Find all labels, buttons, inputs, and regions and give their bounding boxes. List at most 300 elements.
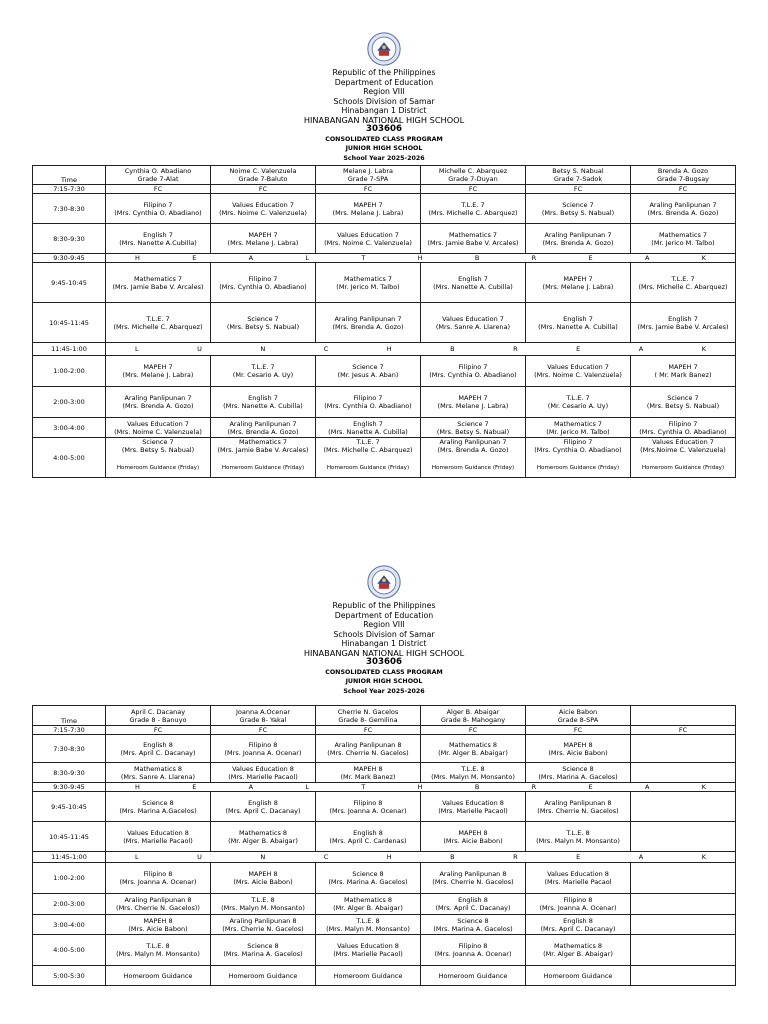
adviser-name: Noime C. Valenzuela [229,167,297,175]
class-cell [631,303,736,343]
school-year: School Year 2025-2026 [343,154,425,162]
subject-label: Values Education 8 [337,942,399,950]
subject-label: Mathematics 7 [133,274,183,283]
health-break-text: H E A L T H B R E A K [135,254,706,262]
time-cell: 8:30-9:30 [33,224,106,254]
teacher-label: (Mrs. Nanette A.Cubilla) [119,238,197,247]
subject-label: Science 7 [457,419,489,428]
health-break-label [106,254,736,263]
class-cell [421,726,526,735]
header-line: Hinabangan 1 District [341,106,427,115]
level-title: JUNIOR HIGH SCHOOL [345,145,423,152]
class-cell [421,185,526,194]
subject-label: FC [573,185,583,193]
teacher-label: (Mrs. Betsy S. Nabual) [226,322,300,331]
teacher-label: (Mrs. Cynthia O. Abadiano) [219,282,307,291]
subject-label: Araling Panlipunan 7 [544,230,612,239]
homeroom-label: Homeroom Guidance (Friday) [116,465,200,471]
teacher-label: (Mr. Jerico M. Talbo) [336,282,400,291]
subject-label: English 8 [248,798,278,807]
class-cell [631,822,736,852]
adviser-name: Michelle C. Abarquez [438,167,508,175]
g7-program [32,32,736,478]
class-cell [421,966,526,986]
subject-label: Values Education 7 [442,314,504,323]
school-id: 303606 [366,124,402,134]
adviser-name: Betsy S. Nabual [552,167,604,175]
teacher-label: (Mr. Alger B. Abaigar) [438,748,508,757]
subject-label: FC [363,185,373,193]
class-cell [316,263,421,303]
adviser-row [33,166,736,185]
lunch-break-text: L U N C H B R E A K [135,853,706,861]
section-name: Grade 8- Yakal [239,715,287,724]
header-line: Hinabangan 1 District [341,639,427,648]
subject-label: Araling Panlipunan 8 [124,896,192,904]
header-line: Region VIII [363,87,405,96]
class-cell [106,387,211,418]
lunch-break-label [106,343,736,356]
subject-label: Science 7 [667,394,699,402]
teacher-label: (Mrs. Cherrie N. Gacelos) [222,924,304,933]
section-name: Grade 8-SPA [557,715,599,724]
teacher-label: (Mrs. Marina A.Gacelos) [119,806,197,815]
subject-label: Science 7 [142,438,174,446]
subject-label: Mathematics 8 [448,740,498,749]
level-title: JUNIOR HIGH SCHOOL [345,678,423,685]
class-cell [316,387,421,418]
schedule-row [33,894,736,915]
teacher-label: (Mrs. Aicie Babon) [233,878,293,886]
class-cell [106,735,211,763]
class-cell [421,915,526,935]
class-cell [631,894,736,915]
class-cell [421,438,526,478]
subject-label: T.L.E. 7 [461,200,485,209]
class-cell [106,356,211,387]
teacher-label: (Mrs. Brenda A. Gozo) [647,208,719,217]
subject-label: Mathematics 7 [343,274,393,283]
subject-label: Mathematics 8 [343,896,393,904]
subject-label: Values Education 7 [652,438,714,446]
subject-label: Values Education 8 [127,828,189,837]
adviser-name: Aicie Babon [558,707,598,716]
subject-label: Filipino 8 [143,870,173,878]
time-cell: 11:45-1:00 [33,343,106,356]
subject-label: FC [153,185,163,193]
subject-label: MAPEH 8 [458,828,488,837]
class-cell [526,224,631,254]
teacher-label: (Mrs. Sanre A. Llarena) [120,772,196,781]
class-cell [211,792,316,822]
class-cell [526,792,631,822]
class-cell [316,303,421,343]
adviser-cell [211,706,316,726]
subject-label: Araling Panlipunan 8 [229,916,297,925]
subject-label: FC [258,185,268,193]
subject-label: Values Education 8 [232,764,294,773]
header-line: Republic of the Philippines [332,601,436,610]
subject-label: MAPEH 8 [248,870,278,878]
teacher-label: (Mrs. Betsy S. Nabual) [121,446,195,454]
subject-label: MAPEH 7 [143,363,173,371]
teacher-label: (Mrs. Melane J. Labra) [227,238,299,247]
class-cell [631,438,736,478]
subject-label: T.L.E. 8 [251,896,275,904]
teacher-label: (Mrs. Jamie Babe V. Arcales) [427,238,519,247]
subject-label: T.L.E. 8 [146,942,170,950]
class-cell [526,263,631,303]
subject-label: FC [468,726,478,734]
deped-seal-icon [367,32,401,66]
adviser-name: Melane J. Labra [342,167,394,175]
subject-label: Filipino 7 [563,438,593,446]
time-cell: 9:45-10:45 [33,263,106,303]
time-cell: 7:30-8:30 [33,194,106,224]
teacher-label: (Mrs.Noime C. Valenzuela) [640,446,726,454]
subject-label: Filipino 7 [143,200,173,209]
class-cell [631,224,736,254]
class-cell [316,438,421,478]
subject-label: English 7 [458,274,488,283]
subject-label: MAPEH 8 [353,764,383,773]
teacher-label: (Mrs. Cherrie N. Gacelos) [327,748,409,757]
class-cell [526,387,631,418]
class-cell [106,418,211,438]
subject-label: Science 8 [562,764,594,773]
class-cell [316,356,421,387]
section-name: Grade 7-Baluto [238,175,288,183]
teacher-label: (Mrs. April C. Dacanay) [120,748,196,757]
schedule-row [33,194,736,224]
subject-label: English 7 [143,230,173,239]
section-name: Grade 8- Mahogany [440,715,506,724]
subject-label: Science 8 [142,798,174,807]
class-cell [211,263,316,303]
subject-label: English 7 [353,419,383,428]
teacher-label: (Mrs. April C. Cardenas) [329,836,407,845]
subject-label: Filipino 7 [458,363,488,371]
schedule-row [33,356,736,387]
subject-label: Araling Panlipunan 8 [544,798,612,807]
subject-label: Mathematics 7 [658,230,708,239]
schedule-row [33,185,736,194]
teacher-label: (Mrs. Malyn M. Monsanto) [536,836,620,845]
teacher-label: (Mrs. Betsy S. Nabual) [646,402,720,410]
class-cell [106,726,211,735]
teacher-label: (Mrs. Brenda A. Gozo) [227,427,299,436]
g8-header [32,565,736,696]
subject-label: English 8 [353,828,383,837]
subject-label: T.L.E. 8 [461,764,485,773]
class-cell [631,356,736,387]
adviser-cell [316,166,421,185]
schedule-row [33,915,736,935]
teacher-label: (Mrs. Malyn M. Monsanto) [221,904,305,912]
homeroom-label: Homeroom Guidance (Friday) [221,465,305,471]
school-year: School Year 2025-2026 [343,687,425,695]
subject-label: MAPEH 7 [353,200,383,209]
class-cell [526,763,631,783]
teacher-label: (Mrs. Sanre A. Llarena) [435,322,511,331]
g8-program [32,565,736,986]
teacher-label: (Mrs. Nanette A. Cubilla) [538,322,618,331]
class-cell [316,418,421,438]
teacher-label: (Mrs. April C. Dacanay) [225,806,301,815]
adviser-cell [421,706,526,726]
class-cell [421,735,526,763]
class-cell [106,303,211,343]
time-header: Time [33,706,106,726]
subject-label: MAPEH 7 [458,394,488,402]
teacher-label: (Mrs. Aicie Babon) [128,924,188,933]
class-cell [526,194,631,224]
school-name: HINABANGAN NATIONAL HIGH SCHOOL [303,114,465,125]
class-cell [316,763,421,783]
class-cell [421,822,526,852]
class-cell [106,935,211,966]
subject-label: Values Education 8 [547,870,609,878]
subject-label: Homeroom Guidance [543,971,613,980]
class-cell [526,438,631,478]
subject-label: Mathematics 8 [553,942,603,950]
health-break-row [33,254,736,263]
class-cell [631,735,736,763]
g8-schedule-table [32,705,736,986]
class-cell [631,863,736,894]
subject-label: Filipino 7 [248,274,278,283]
teacher-label: (Mrs. Michelle C. Abarquez) [323,446,413,454]
class-cell [421,863,526,894]
teacher-label: (Mrs. Aicie Babon) [443,836,503,845]
teacher-label: (Mrs. Brenda A. Gozo) [122,402,194,410]
section-name: Grade 7-Sadok [553,175,603,183]
time-cell: 9:30-9:45 [33,783,106,792]
time-cell: 7:30-8:30 [33,735,106,763]
subject-label: Science 8 [247,942,279,950]
teacher-label: (Mrs. Melane J. Labra) [437,402,509,410]
subject-label: Science 7 [562,200,594,209]
class-cell [421,263,526,303]
class-cell [316,792,421,822]
teacher-label: (Mrs. Aicie Babon) [548,748,608,757]
subject-label: Values Education 7 [127,419,189,428]
class-cell [316,915,421,935]
teacher-label: (Mrs. Malyn M. Monsanto) [431,772,515,781]
schedule-row [33,935,736,966]
subject-label: Araling Panlipunan 7 [334,314,402,323]
time-cell: 2:00-3:00 [33,894,106,915]
school-id: 303606 [366,657,402,667]
teacher-label: (Mrs. Jamie Babe V. Arcales) [112,282,204,291]
teacher-label: (Mrs. Nanette A. Cubilla) [223,402,303,410]
class-cell [631,194,736,224]
teacher-label: (Mrs. Joanna A. Ocenar) [329,806,407,815]
class-cell [631,966,736,986]
time-cell: 2:00-3:00 [33,387,106,418]
class-cell [421,387,526,418]
subject-label: English 8 [458,896,488,904]
class-cell [631,263,736,303]
teacher-label: (Mrs. Marina A. Gacelos) [223,950,303,958]
class-cell [631,387,736,418]
teacher-label: (Mrs. Melane J. Labra) [122,371,194,379]
schedule-row [33,263,736,303]
subject-label: Homeroom Guidance [123,971,193,980]
class-cell [316,863,421,894]
class-cell [316,185,421,194]
teacher-label: (Mrs. Marielle Pacaol) [123,836,193,845]
class-cell [631,792,736,822]
teacher-label: (Mrs. Michelle C. Abarquez) [428,208,518,217]
class-cell [421,356,526,387]
header-line: Schools Division of Samar [333,96,435,106]
lunch-break-row [33,852,736,863]
teacher-label: (Mr. Jesus A. Aban) [337,371,399,379]
schedule-row [33,224,736,254]
teacher-label: (Mrs. Joanna A. Ocenar) [539,904,617,912]
teacher-label: (Mr. Mark Banez) [340,772,396,781]
class-cell [316,224,421,254]
subject-label: Filipino 8 [563,896,593,904]
subject-label: English 7 [668,314,698,323]
class-cell [106,763,211,783]
subject-label: English 8 [143,740,173,749]
time-cell: 10:45-11:45 [33,303,106,343]
teacher-label: (Mrs. Noime C. Valenzuela) [219,208,307,217]
subject-label: Araling Panlipunan 7 [229,419,297,428]
header-line: Department of Education [334,77,434,87]
subject-label: T.L.E. 7 [146,314,170,323]
teacher-label: (Mrs. Cherrie N. Gacelos)) [116,904,200,912]
class-cell [316,894,421,915]
subject-label: Araling Panlipunan 7 [439,438,507,446]
section-name: Grade 7-SPA [347,175,389,183]
teacher-label: (Mr. Alger B. Abaigar) [543,950,613,958]
class-cell [631,726,736,735]
adviser-cell [106,706,211,726]
header-line: Department of Education [334,610,434,620]
class-cell [421,935,526,966]
subject-label: MAPEH 8 [143,916,173,925]
class-cell [211,735,316,763]
adviser-cell [421,166,526,185]
adviser-cell [631,166,736,185]
class-cell [316,966,421,986]
teacher-label: (Mr. Alger B. Abaigar) [333,904,403,912]
class-cell [631,418,736,438]
class-cell [421,418,526,438]
class-cell [211,303,316,343]
subject-label: Homeroom Guidance [438,971,508,980]
subject-label: Araling Panlipunan 8 [334,740,402,749]
schedule-row [33,822,736,852]
teacher-label: (Mr. Cesario A. Uy) [547,402,609,410]
subject-label: Araling Panlipunan 7 [649,200,717,209]
class-cell [211,966,316,986]
subject-label: Science 7 [352,363,384,371]
class-cell [526,822,631,852]
class-cell [106,224,211,254]
class-cell [526,894,631,915]
subject-label: Science 7 [247,314,279,323]
teacher-label: (Mrs. Joanna A. Ocenar) [434,950,512,958]
schedule-row [33,387,736,418]
lunch-break-row [33,343,736,356]
teacher-label: (Mrs. April C. Dacanay) [435,904,511,912]
class-cell [421,194,526,224]
subject-label: T.L.E. 8 [566,828,590,837]
time-cell: 4:00-5:00 [33,438,106,478]
class-cell [211,915,316,935]
subject-label: Filipino 8 [353,798,383,807]
time-cell: 3:00-4:00 [33,915,106,935]
teacher-label: (Mr. Jerico M. Talbo) [546,427,610,436]
time-cell: 1:00-2:00 [33,863,106,894]
adviser-row [33,706,736,726]
class-cell [211,438,316,478]
health-break-text: H E A L T H B R E A K [135,783,706,791]
teacher-label: (Mrs. Cherrie N. Gacelos) [432,878,514,886]
class-cell [211,822,316,852]
teacher-label: (Mrs. Melane J. Labra) [332,208,404,217]
teacher-label: (Mrs. Cynthia O. Abadiano) [429,371,517,379]
time-cell: 7:15-7:30 [33,185,106,194]
subject-label: MAPEH 8 [563,740,593,749]
class-cell [211,224,316,254]
teacher-label: (Mrs. Nanette A. Cubilla) [328,427,408,436]
teacher-label: (Mrs. Melane J. Labra) [542,282,614,291]
teacher-label: (Mrs. Marielle Pacaol [544,878,612,886]
subject-label: Araling Panlipunan 7 [124,394,192,402]
schedule-row [33,863,736,894]
adviser-cell [526,706,631,726]
subject-label: Values Education 8 [442,798,504,807]
subject-label: Filipino 7 [353,394,383,402]
schedule-row [33,726,736,735]
teacher-label: (Mrs. Marielle Pacaol) [228,772,298,781]
subject-label: T.L.E. 7 [251,363,275,371]
class-cell [421,224,526,254]
class-cell [211,356,316,387]
class-cell [211,387,316,418]
subject-label: FC [678,185,688,193]
g7-header [32,32,736,163]
time-cell: 11:45-1:00 [33,852,106,863]
time-cell: 9:30-9:45 [33,254,106,263]
homeroom-label: Homeroom Guidance (Friday) [536,465,620,471]
teacher-label: (Mrs. Michelle C. Abarquez) [638,282,728,291]
adviser-name: Joanna A.Ocenar [235,707,291,716]
time-cell: 9:45-10:45 [33,792,106,822]
schedule-row [33,303,736,343]
class-cell [421,792,526,822]
subject-label: English 7 [248,394,278,402]
teacher-label: (Mrs. Michelle C. Abarquez) [113,322,203,331]
subject-label: Mathematics 7 [238,438,288,446]
adviser-name: Cherrie N. Gacelos [337,707,399,716]
class-cell [631,185,736,194]
time-cell: 10:45-11:45 [33,822,106,852]
teacher-label: (Mrs. Betsy S. Nabual) [436,427,510,436]
adviser-name: Alger B. Abaigar [446,707,500,716]
adviser-cell [316,706,421,726]
subject-label: T.L.E. 7 [671,274,695,283]
homeroom-label: Homeroom Guidance (Friday) [326,465,410,471]
subject-label: MAPEH 7 [248,230,278,239]
teacher-label: ( Mr. Mark Banez) [654,371,712,379]
class-cell [211,935,316,966]
